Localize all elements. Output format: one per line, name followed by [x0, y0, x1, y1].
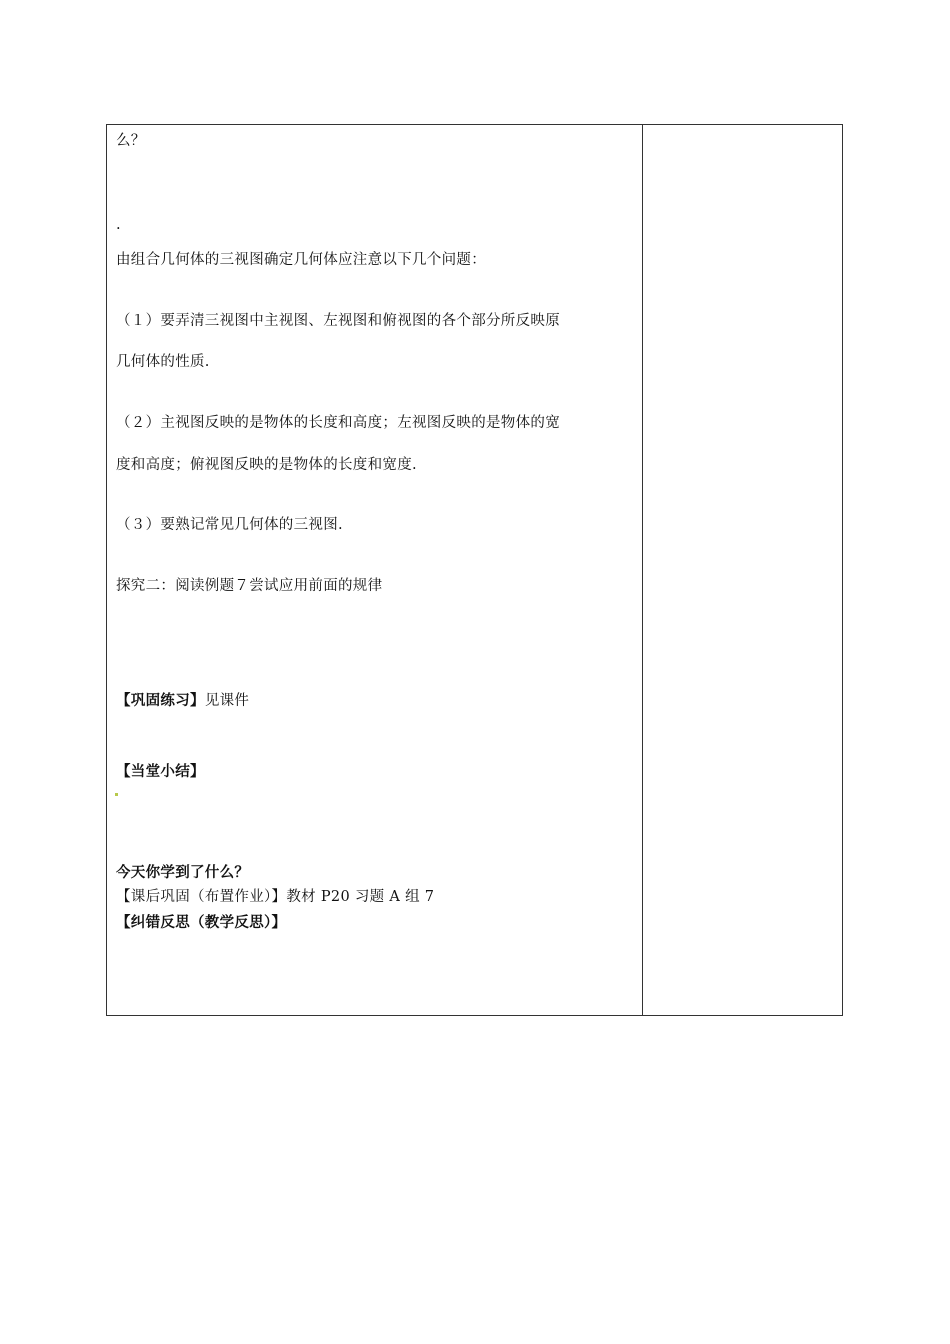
text-line-6: （２）主视图反映的是物体的长度和高度；左视图反映的是物体的宽: [116, 415, 560, 431]
homework-heading: 【课后巩固（布置作业）】: [116, 889, 287, 905]
text-line-7: 度和高度；俯视图反映的是物体的长度和宽度.: [116, 457, 417, 473]
main-content-cell: [107, 125, 642, 1015]
consolidation-line: [116, 691, 249, 711]
text-line-3: 由组合几何体的三视图确定几何体应注意以下几个问题：: [116, 252, 486, 268]
text-line-4: （１）要弄清三视图中主视图、左视图和俯视图的各个部分所反映原: [116, 313, 560, 329]
consolidation-text: 见课件: [204, 693, 250, 709]
text-line-2: .: [116, 217, 121, 233]
homework-line: [116, 887, 434, 907]
reflection-heading: 【纠错反思（教学反思）】: [116, 915, 287, 931]
homework-text: 教材 P20 习题 A 组 7: [286, 889, 435, 905]
summary-heading: 【当堂小结】: [116, 764, 205, 780]
lesson-table: [106, 124, 843, 1016]
text-line-9: 探究二：阅读例题７尝试应用前面的规律: [116, 578, 383, 594]
question-line: 今天你学到了什么？: [116, 865, 250, 881]
decorative-dot: [115, 793, 118, 796]
text-line-1: 么？: [116, 133, 146, 149]
text-line-5: 几何体的性质.: [116, 354, 210, 370]
consolidation-heading: 【巩固练习】: [116, 693, 205, 709]
text-line-8: （３）要熟记常见几何体的三视图.: [116, 517, 343, 533]
side-notes-cell: [643, 125, 842, 1015]
